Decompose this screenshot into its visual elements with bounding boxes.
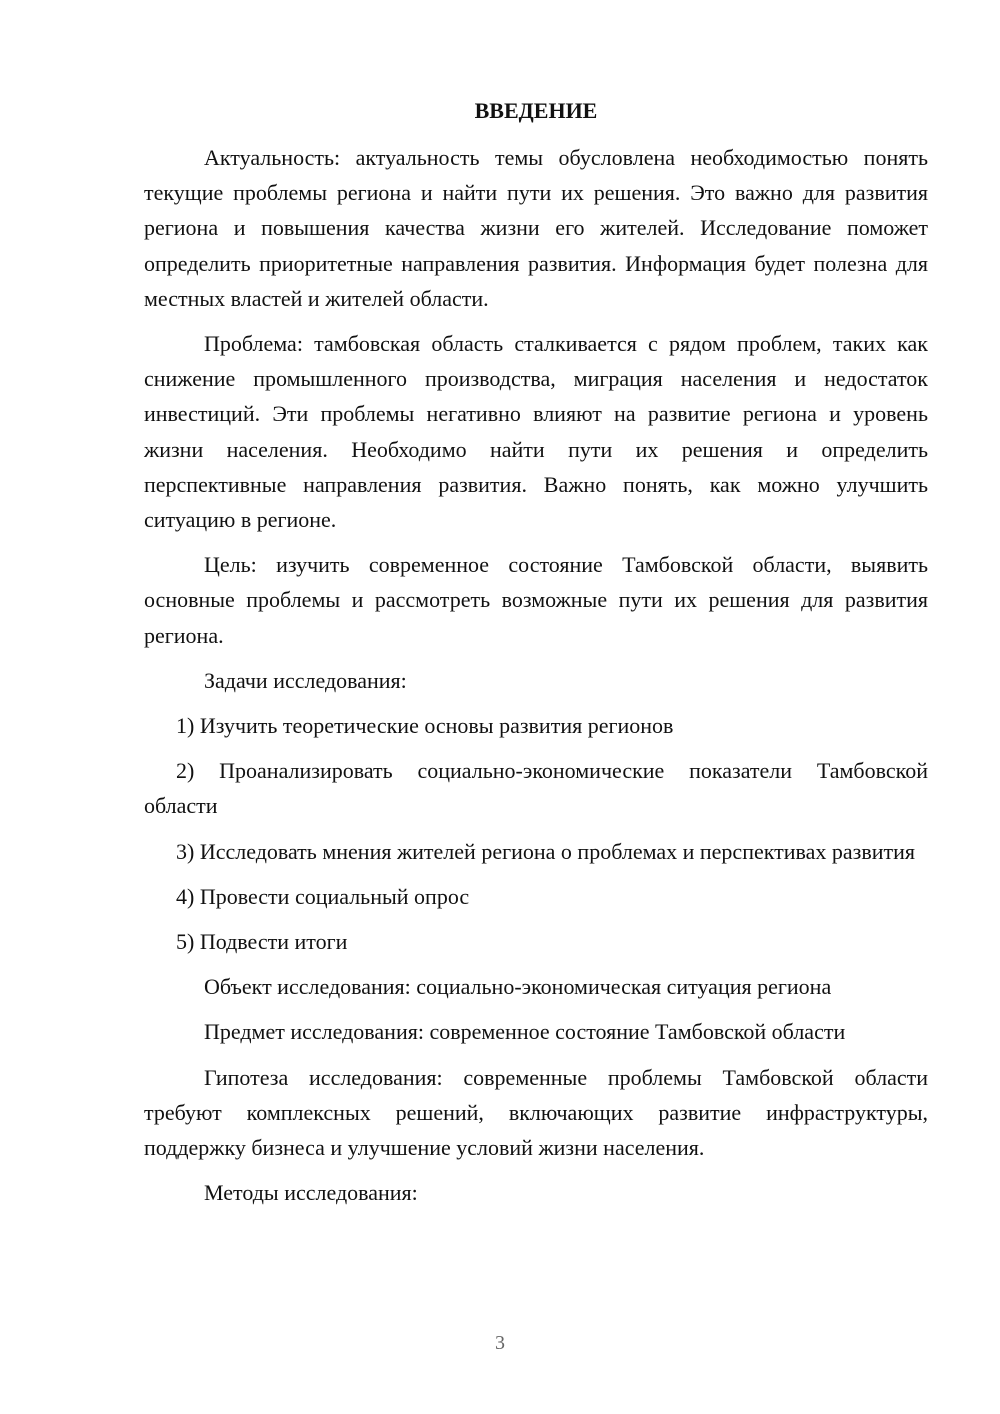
methods-heading: Методы исследования:: [204, 1180, 418, 1206]
task-item-2: 2) Проанализировать социально-экономические показатели Тамбовской области: [144, 758, 928, 819]
task-item-3: 3) Исследовать мнения жителей региона о проблемах и перспективах развития: [176, 838, 916, 864]
paragraph-subject: Предмет исследования: современное состояние Тамбовской области: [204, 1019, 846, 1045]
document-page: [144, 92, 928, 1220]
task-item-4: 4) Провести социальный опрос: [176, 883, 470, 909]
paragraph-goal: Цель: изучить современное состояние Тамбовской области, выявить основные проблемы и рассмотреть возможные пути их решения для развития региона.: [144, 552, 928, 648]
paragraph-problem: Проблема: тамбовская область сталкивается с рядом проблем, таких как снижение промышленного производства, миграция населения и недостаток инвестиций. Эти проблемы негативно влияют на развитие региона и уровень жизни населения. Необходимо найти пути их решения и определить перспективные направления развития. Важно понять, как можно улучшить ситуацию в регионе.: [144, 331, 928, 533]
tasks-heading: Задачи исследования:: [204, 667, 407, 693]
task-item-5: 5) Подвести итоги: [176, 929, 348, 955]
section-title: ВВЕДЕНИЕ: [474, 98, 598, 123]
paragraph-hypothesis: Гипотеза исследования: современные проблемы Тамбовской области требуют комплексных решений, включающих развитие инфраструктуры, поддержку бизнеса и улучшение условий жизни населения.: [144, 1064, 928, 1161]
paragraph-relevance: Актуальность: актуальность темы обусловлена необходимостью понять текущие проблемы региона и найти пути их решения. Это важно для развития региона и повышения качества жизни его жителей. Исследование поможет определить приоритетные направления развития. Информация будет полезна для местных властей и жителей области.: [144, 145, 928, 311]
page-number: 3: [495, 1332, 505, 1354]
task-item-1: 1) Изучить теоретические основы развития регионов: [176, 713, 674, 739]
paragraph-object: Объект исследования: социально-экономическая ситуация региона: [204, 974, 832, 1000]
